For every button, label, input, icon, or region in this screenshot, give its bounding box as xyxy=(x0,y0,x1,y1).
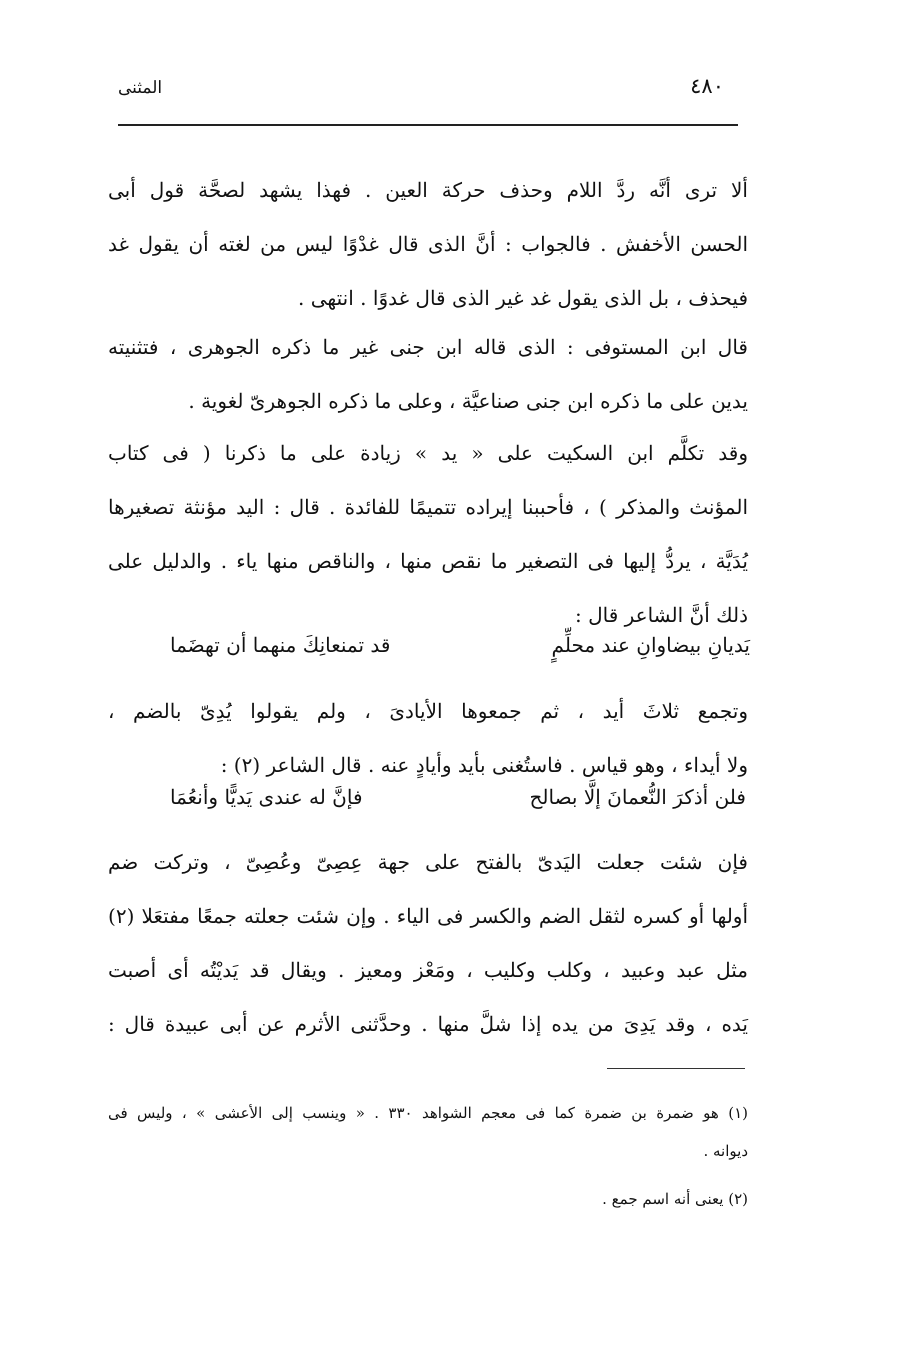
paragraph-5 xyxy=(108,835,748,1051)
verse-1-second-hemistich: قد تمنعانِكَ منهما أن تهضَما xyxy=(170,633,391,657)
text-line: يدين على ما ذكره ابن جنى صناعيَّة ، وعلى ما ذكره الجوهرىّ لغوية . xyxy=(188,389,748,413)
page-number: ٤٨٠ xyxy=(690,74,724,98)
paragraph-4 xyxy=(108,684,748,792)
footnote-rule xyxy=(607,1068,745,1069)
text-line: قال ابن المستوفى : الذى قاله ابن جنى غير ما ذكره الجوهرى ، فتثنيته xyxy=(108,335,748,359)
text-line: وتجمع ثلاثَ أيد ، ثم جمعوها الأيادىَ ، ولم يقولوا يُدِىّ بالضم ، xyxy=(108,699,748,723)
text-line: يُدَيَّة ، يردُّ إليها فى التصغير ما نقص منها ، والناقص منها ياء . والدليل على xyxy=(108,549,748,573)
footnote-line: (٢) يعنى أنه اسم جمع . xyxy=(602,1190,748,1208)
footnote-line: ديوانه . xyxy=(703,1142,748,1160)
footnote-2 xyxy=(108,1180,748,1218)
paragraph-3 xyxy=(108,426,748,642)
verse-1-first-hemistich: يَديانِ بيضاوانِ عند محلِّمٍ xyxy=(551,633,750,657)
paragraph-2 xyxy=(108,320,748,428)
text-line: فيحذف ، بل الذى يقول غد غير الذى قال غدوًا . انتهى . xyxy=(298,286,748,310)
text-line: الحسن الأخفش . فالجواب : أنَّ الذى قال غدْوًا ليس من لغته أن يقول غد xyxy=(108,232,748,256)
verse-2-second-hemistich: فإنَّ له عندى يَديًّا وأنعُمَا xyxy=(170,785,363,809)
header-rule xyxy=(118,124,738,126)
text-line: وقد تكلَّم ابن السكيت على « يد » زيادة على ما ذكرنا ( فى كتاب xyxy=(108,441,748,465)
paragraph-1 xyxy=(108,163,748,325)
text-line: أولها أو كسره لثقل الضم والكسر فى الياء . وإن شئت جعلته جمعًا مفتعَلا (٢) xyxy=(108,904,748,928)
text-line: فإن شئت جعلت اليَدىّ بالفتح على جهة عِصِىّ وعُصِىّ ، وتركت ضم xyxy=(108,850,748,874)
footnote-1 xyxy=(108,1094,748,1170)
text-line: مثل عبد وعبيد ، وكلب وكليب ، ومَعْز ومعيز . ويقال قد يَديْتُه أى أصبت xyxy=(108,958,748,982)
text-line: ألا ترى أنَّه ردَّ اللام وحذف حركة العين . فهذا يشهد لصحَّة قول أبى xyxy=(108,178,748,202)
text-line: يَده ، وقد يَدِىَ من يده إذا شلَّ منها . وحدَّثنى الأثرم عن أبى عبيدة قال : xyxy=(108,1012,748,1036)
text-line: ولا أيداء ، وهو قياس . فاستُغنى بأيد وأيادٍ عنه . قال الشاعر (٢) : xyxy=(220,753,748,777)
running-title: المثنى xyxy=(118,78,163,98)
text-line: المؤنث والمذكر ) ، فأحببنا إيراده تتميمًا للفائدة . قال : اليد مؤنثة تصغيرها xyxy=(108,495,748,519)
running-header xyxy=(118,70,748,110)
text-line: ذلك أنَّ الشاعر قال : xyxy=(574,603,748,627)
verse-2-first-hemistich: فلن أذكرَ النُّعمانَ إلَّا بصالح xyxy=(529,785,746,809)
footnote-line: (١) هو ضمرة بن ضمرة كما فى معجم الشواهد ٣٣٠ . « وينسب إلى الأعشى » ، وليس فى xyxy=(108,1104,748,1122)
